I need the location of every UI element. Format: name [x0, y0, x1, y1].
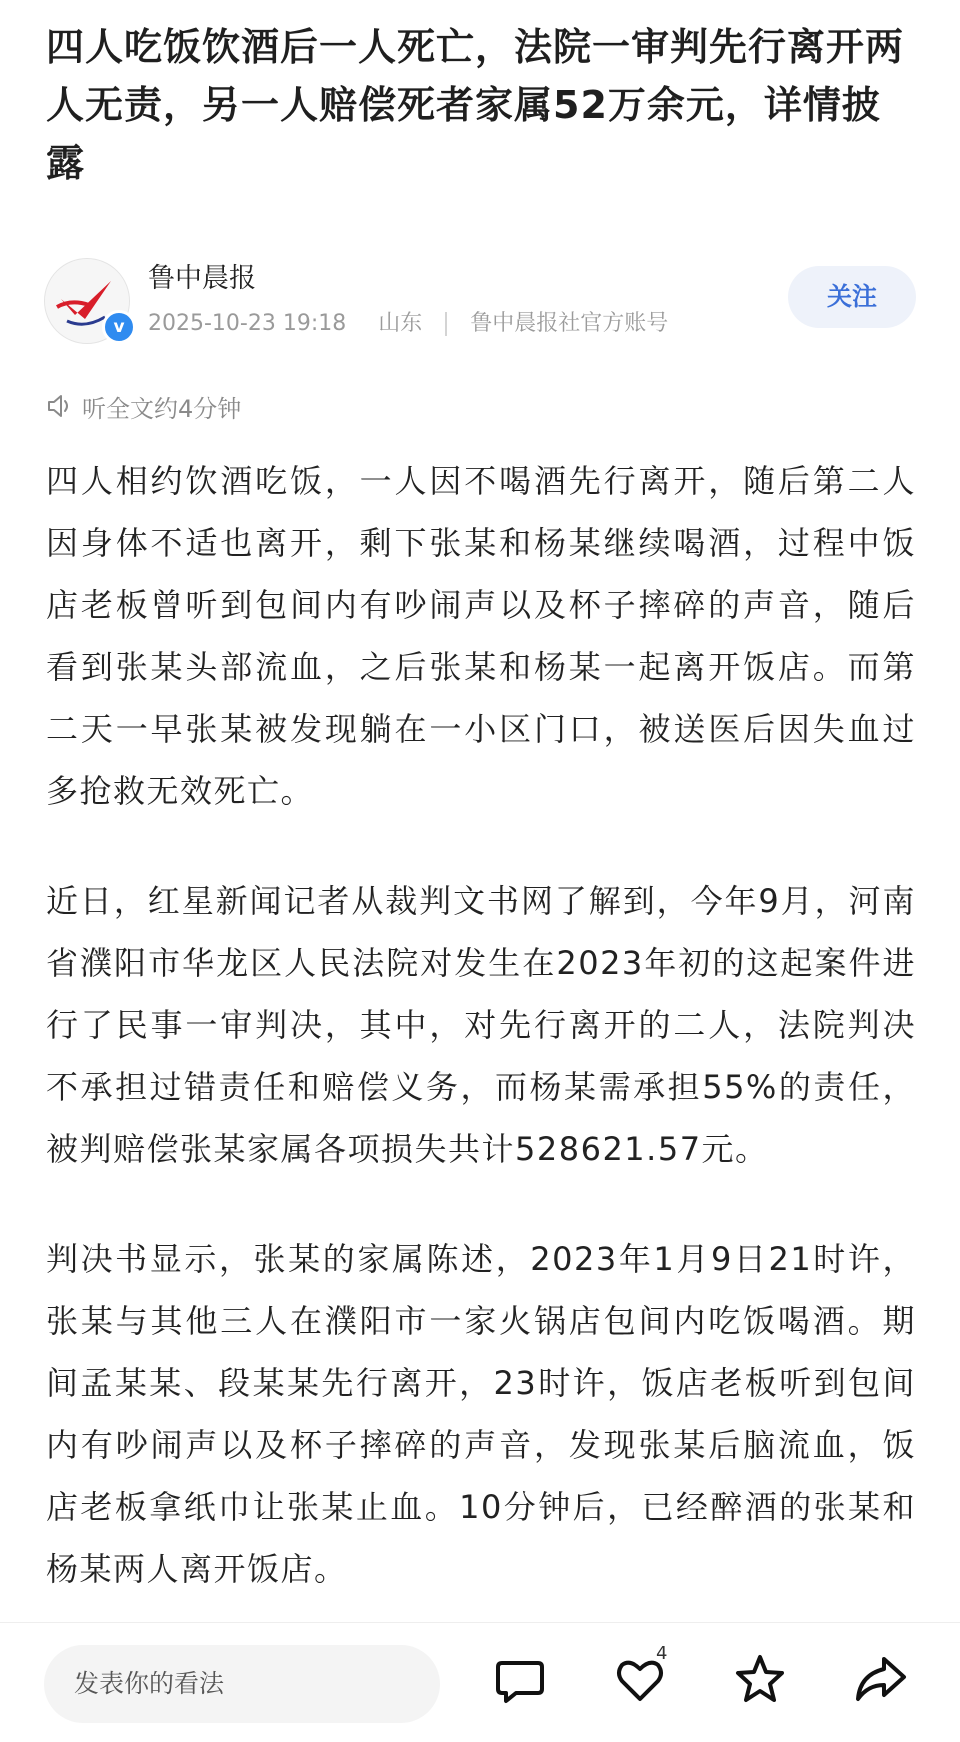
article-meta — [148, 306, 668, 337]
share-icon — [852, 1651, 908, 1707]
listen-full-text-button[interactable] — [46, 386, 241, 426]
comment-button[interactable] — [492, 1651, 548, 1707]
article-paragraph: 四人相约饮酒吃饭，一人因不喝酒先行离开，随后第二人因身体不适也离开，剩下张某和杨某继续喝酒，过程中饭店老板曾听到包间内有吵闹声以及杯子摔碎的声音，随后看到张某头部流血，之后张某和杨某一起离开饭店。而第二天一早张某被发现躺在一小区门口，被送医后因失血过多抢救无效死亡。 — [46, 462, 916, 810]
article-title: 四人吃饭饮酒后一人死亡，法院一审判先行离开两人无责，另一人赔偿死者家属52万余元，详情披露 — [46, 25, 905, 185]
star-icon — [732, 1651, 788, 1707]
article-paragraph: 判决书显示，张某的家属陈述，2023年1月9日21时许，张某与其他三人在濮阳市一家火锅店包间内吃饭喝酒。期间孟某某、段某某先行离开，23时许，饭店老板听到包间内有吵闹声以及杯子摔碎的声音，发现张某后脑流血，饭店老板拿纸巾让张某止血。10分钟后，已经醉酒的张某和杨某两人离开饭店。 — [46, 1240, 916, 1588]
speaker-icon — [46, 392, 74, 420]
article-body — [46, 450, 916, 1648]
article-paragraph: 近日，红星新闻记者从裁判文书网了解到，今年9月，河南省濮阳市华龙区人民法院对发生在2023年初的这起案件进行了民事一审判决，其中，对先行离开的二人，法院判决不承担过错责任和赔偿义务，而杨某需承担55%的责任，被判赔偿张某家属各项损失共计528621.57元。 — [46, 882, 916, 1168]
favorite-button[interactable] — [732, 1651, 788, 1707]
author-name[interactable]: 鲁中晨报 — [148, 263, 256, 294]
like-button[interactable] — [612, 1643, 668, 1707]
verified-badge-icon: v — [102, 310, 136, 344]
account-type: 鲁中晨报社官方账号 — [470, 311, 669, 336]
share-button[interactable] — [852, 1651, 908, 1707]
meta-divider — [445, 312, 447, 336]
publish-location: 山东 — [378, 311, 423, 336]
comment-icon — [492, 1651, 548, 1707]
follow-button[interactable]: 关注 — [788, 266, 916, 328]
publish-datetime: 2025-10-23 19:18 — [148, 311, 347, 336]
bottom-action-bar — [0, 1622, 960, 1742]
comment-input[interactable]: 发表你的看法 — [44, 1645, 440, 1723]
author-row — [44, 250, 916, 346]
like-count: 4 — [656, 1643, 668, 1664]
listen-label: 听全文约4分钟 — [82, 394, 242, 423]
